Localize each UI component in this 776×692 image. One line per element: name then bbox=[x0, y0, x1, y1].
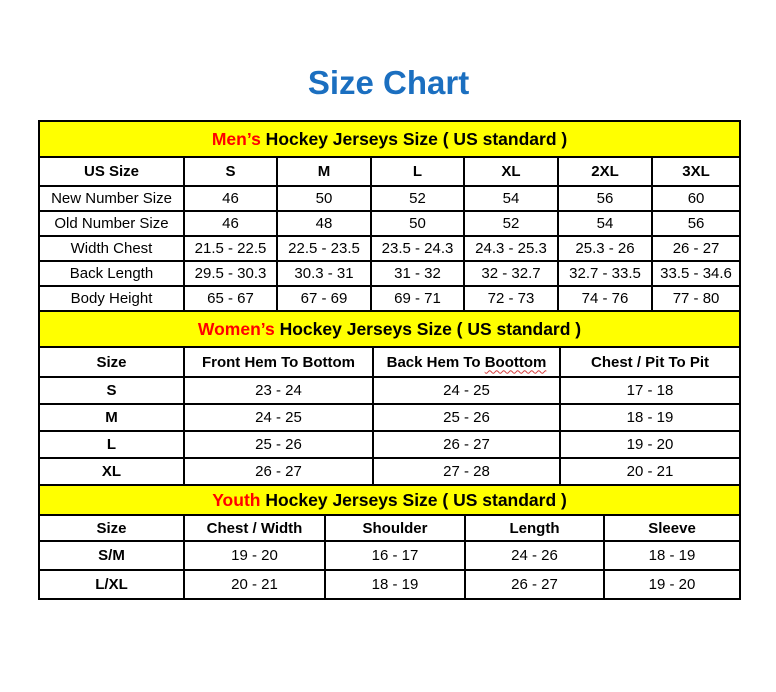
youth-column-header-row bbox=[39, 515, 740, 541]
cell: 77 - 80 bbox=[652, 286, 740, 311]
cell: 67 - 69 bbox=[277, 286, 371, 311]
youth-band-title bbox=[39, 485, 740, 515]
row-label: Back Length bbox=[39, 261, 184, 286]
cell: 30.3 - 31 bbox=[277, 261, 371, 286]
cell: 24 - 25 bbox=[184, 404, 373, 431]
table-row bbox=[39, 570, 740, 599]
row-label: L bbox=[39, 431, 184, 458]
column-header-misspelled bbox=[373, 347, 560, 377]
cell: 54 bbox=[464, 186, 558, 211]
cell: 24.3 - 25.3 bbox=[464, 236, 558, 261]
table-row bbox=[39, 286, 740, 311]
page-title: Size Chart bbox=[307, 64, 470, 101]
column-header: XL bbox=[464, 157, 558, 186]
row-label: Old Number Size bbox=[39, 211, 184, 236]
mens-size-table bbox=[38, 120, 741, 312]
womens-band-rest: Hockey Jerseys Size ( US standard ) bbox=[274, 318, 582, 339]
column-header: Front Hem To Bottom bbox=[184, 347, 373, 377]
row-label: M bbox=[39, 404, 184, 431]
column-header: 2XL bbox=[558, 157, 652, 186]
youth-size-table bbox=[38, 484, 741, 600]
cell: 26 - 27 bbox=[465, 570, 604, 599]
womens-band-highlight: Women’s bbox=[197, 318, 275, 339]
cell: 69 - 71 bbox=[371, 286, 464, 311]
mens-column-header-row bbox=[39, 157, 740, 186]
mens-band-rest: Hockey Jerseys Size ( US standard ) bbox=[260, 128, 568, 149]
column-header: Size bbox=[39, 347, 184, 377]
table-row bbox=[39, 261, 740, 286]
size-tables bbox=[38, 120, 739, 600]
womens-band bbox=[39, 311, 740, 347]
cell: 50 bbox=[371, 211, 464, 236]
womens-band-title bbox=[39, 311, 740, 347]
cell: 24 - 26 bbox=[465, 541, 604, 570]
cell: 48 bbox=[277, 211, 371, 236]
cell: 29.5 - 30.3 bbox=[184, 261, 277, 286]
cell: 18 - 19 bbox=[604, 541, 740, 570]
table-row bbox=[39, 404, 740, 431]
cell: 20 - 21 bbox=[560, 458, 740, 485]
column-header: Chest / Width bbox=[184, 515, 325, 541]
table-row bbox=[39, 186, 740, 211]
table-row bbox=[39, 458, 740, 485]
column-header: L bbox=[371, 157, 464, 186]
cell: 52 bbox=[371, 186, 464, 211]
cell: 16 - 17 bbox=[325, 541, 465, 570]
cell: 25 - 26 bbox=[184, 431, 373, 458]
cell: 31 - 32 bbox=[371, 261, 464, 286]
cell: 26 - 27 bbox=[184, 458, 373, 485]
column-header: Length bbox=[465, 515, 604, 541]
cell: 52 bbox=[464, 211, 558, 236]
cell: 32 - 32.7 bbox=[464, 261, 558, 286]
cell: 60 bbox=[652, 186, 740, 211]
table-row bbox=[39, 541, 740, 570]
cell: 26 - 27 bbox=[652, 236, 740, 261]
cell: 24 - 25 bbox=[373, 377, 560, 404]
cell: 23 - 24 bbox=[184, 377, 373, 404]
cell: 46 bbox=[184, 211, 277, 236]
column-header: Sleeve bbox=[604, 515, 740, 541]
back-hem-prefix: Back Hem To bbox=[386, 353, 481, 371]
row-label: New Number Size bbox=[39, 186, 184, 211]
mens-band bbox=[39, 121, 740, 157]
cell: 21.5 - 22.5 bbox=[184, 236, 277, 261]
cell: 20 - 21 bbox=[184, 570, 325, 599]
table-row bbox=[39, 236, 740, 261]
cell: 26 - 27 bbox=[373, 431, 560, 458]
cell: 32.7 - 33.5 bbox=[558, 261, 652, 286]
cell: 23.5 - 24.3 bbox=[371, 236, 464, 261]
cell: 19 - 20 bbox=[184, 541, 325, 570]
youth-band-highlight: Youth bbox=[212, 489, 261, 510]
column-header: M bbox=[277, 157, 371, 186]
cell: 19 - 20 bbox=[560, 431, 740, 458]
cell: 18 - 19 bbox=[560, 404, 740, 431]
row-label: XL bbox=[39, 458, 184, 485]
column-header: Size bbox=[39, 515, 184, 541]
column-header: Shoulder bbox=[325, 515, 465, 541]
table-row bbox=[39, 377, 740, 404]
table-row bbox=[39, 211, 740, 236]
column-header: US Size bbox=[39, 157, 184, 186]
cell: 56 bbox=[558, 186, 652, 211]
row-label: Width Chest bbox=[39, 236, 184, 261]
womens-column-header-row bbox=[39, 347, 740, 377]
cell: 50 bbox=[277, 186, 371, 211]
cell: 54 bbox=[558, 211, 652, 236]
row-label: Body Height bbox=[39, 286, 184, 311]
column-header: 3XL bbox=[652, 157, 740, 186]
cell: 56 bbox=[652, 211, 740, 236]
mens-band-title bbox=[39, 121, 740, 157]
table-row bbox=[39, 431, 740, 458]
cell: 74 - 76 bbox=[558, 286, 652, 311]
cell: 46 bbox=[184, 186, 277, 211]
cell: 27 - 28 bbox=[373, 458, 560, 485]
cell: 72 - 73 bbox=[464, 286, 558, 311]
youth-band bbox=[39, 485, 740, 515]
cell: 22.5 - 23.5 bbox=[277, 236, 371, 261]
womens-size-table bbox=[38, 310, 741, 486]
back-hem-misspelled-word: Boottom bbox=[484, 353, 547, 371]
row-label: S bbox=[39, 377, 184, 404]
cell: 65 - 67 bbox=[184, 286, 277, 311]
youth-band-rest: Hockey Jerseys Size ( US standard ) bbox=[260, 489, 567, 510]
cell: 18 - 19 bbox=[325, 570, 465, 599]
cell: 19 - 20 bbox=[604, 570, 740, 599]
cell: 25 - 26 bbox=[373, 404, 560, 431]
cell: 17 - 18 bbox=[560, 377, 740, 404]
row-label: S/M bbox=[39, 541, 184, 570]
cell: 33.5 - 34.6 bbox=[652, 261, 740, 286]
column-header: Chest / Pit To Pit bbox=[560, 347, 740, 377]
mens-band-highlight: Men’s bbox=[211, 128, 261, 149]
row-label: L/XL bbox=[39, 570, 184, 599]
cell: 25.3 - 26 bbox=[558, 236, 652, 261]
column-header: S bbox=[184, 157, 277, 186]
